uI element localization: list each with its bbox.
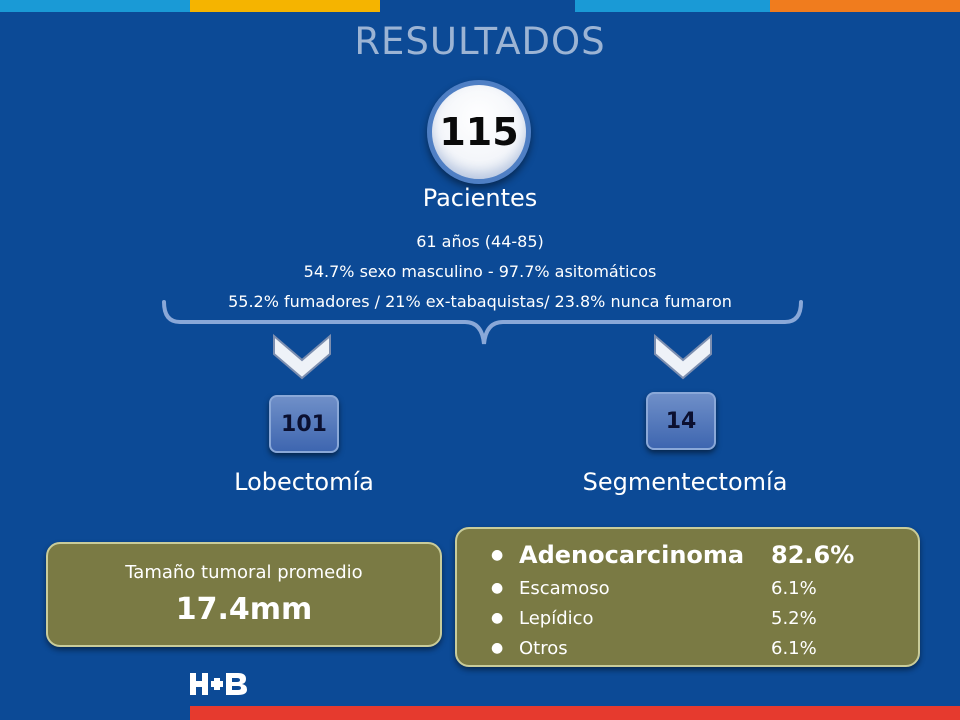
top-color-bar — [0, 0, 960, 12]
histology-name: Lepídico — [519, 607, 594, 629]
age-stat: 61 años (44-85) — [416, 232, 544, 251]
patients-label: Pacientes — [422, 184, 538, 212]
lobectomy-count-box — [269, 395, 339, 453]
bullet-icon: ● — [491, 640, 504, 656]
segmentectomy-count-box — [646, 392, 716, 450]
top-bar-segment — [770, 0, 960, 12]
tumor-size-value: 17.4mm — [175, 592, 313, 627]
histology-name: Adenocarcinoma — [519, 541, 745, 569]
segmentectomy-count: 14 — [665, 408, 697, 434]
chevron-down-icon — [651, 332, 715, 382]
histology-percent: 82.6% — [771, 541, 855, 569]
top-bar-segment — [0, 0, 190, 12]
histology-percent: 6.1% — [771, 637, 817, 659]
sex-symptoms-stat: 54.7% sexo masculino - 97.7% asitomáticos — [303, 262, 657, 281]
histology-box — [455, 527, 920, 667]
lobectomy-label: Lobectomía — [234, 468, 374, 496]
bullet-icon: ● — [491, 610, 504, 626]
chevron-down-icon — [270, 332, 334, 382]
top-bar-segment — [190, 0, 380, 12]
histology-percent: 6.1% — [771, 577, 817, 599]
histology-item — [491, 573, 854, 603]
tumor-size-label: Tamaño tumoral promedio — [125, 562, 363, 583]
histology-item — [491, 537, 855, 573]
slide-title: RESULTADOS — [354, 20, 606, 63]
smoking-stat: 55.2% fumadores / 21% ex-tabaquistas/ 23.8% nunca fumaron — [228, 292, 732, 311]
histology-percent: 5.2% — [771, 607, 817, 629]
top-bar-segment — [380, 0, 575, 12]
hb-logo-icon — [190, 672, 248, 696]
bullet-icon: ● — [491, 547, 504, 563]
bullet-icon: ● — [491, 580, 504, 596]
histology-item — [491, 633, 854, 663]
tumor-size-box — [46, 542, 442, 647]
lobectomy-count: 101 — [281, 411, 327, 437]
histology-name: Escamoso — [519, 577, 610, 599]
patients-count: 115 — [439, 110, 519, 154]
histology-name: Otros — [519, 637, 568, 659]
bottom-bar — [190, 706, 960, 720]
patients-count-badge — [427, 80, 531, 184]
top-bar-segment — [575, 0, 770, 12]
histology-item — [491, 603, 854, 633]
histology-list — [491, 537, 855, 663]
segmentectomy-label: Segmentectomía — [582, 468, 788, 496]
